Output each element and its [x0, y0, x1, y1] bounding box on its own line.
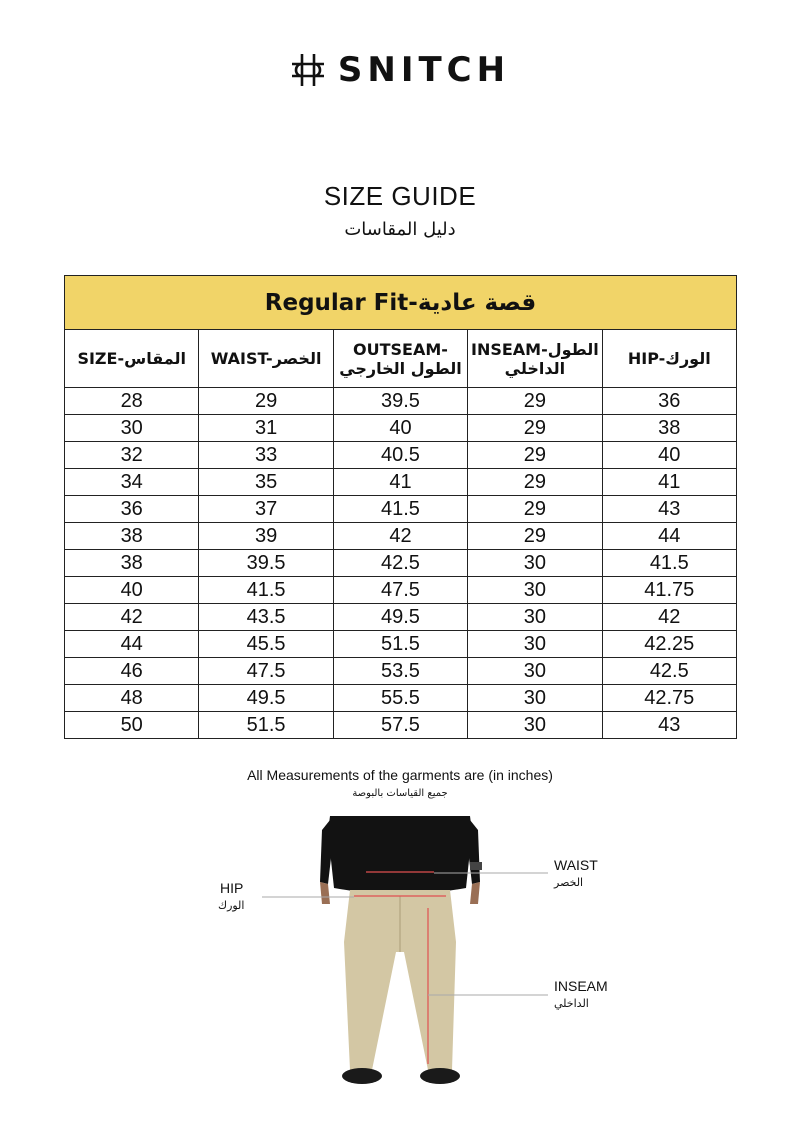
- table-cell: 30: [468, 685, 602, 712]
- table-cell: 40.5: [333, 442, 467, 469]
- column-header: OUTSEAM- الطول الخارجي: [333, 330, 467, 388]
- table-cell: 28: [65, 388, 199, 415]
- table-cell: 38: [65, 550, 199, 577]
- table-cell: 34: [65, 469, 199, 496]
- table-cell: 43: [602, 496, 736, 523]
- table-cell: 29: [199, 388, 333, 415]
- table-row: [65, 685, 737, 712]
- table-cell: 51.5: [199, 712, 333, 739]
- table-cell: 49.5: [333, 604, 467, 631]
- table-row: [65, 388, 737, 415]
- model-figure: [300, 812, 500, 1092]
- table-cell: 47.5: [333, 577, 467, 604]
- table-cell: 39.5: [199, 550, 333, 577]
- table-cell: 39.5: [333, 388, 467, 415]
- left-shoe: [342, 1068, 382, 1084]
- table-cell: 49.5: [199, 685, 333, 712]
- left-hand: [320, 882, 330, 904]
- table-cell: 38: [602, 415, 736, 442]
- table-row: [65, 631, 737, 658]
- table-cell: 42.5: [333, 550, 467, 577]
- table-cell: 41.5: [199, 577, 333, 604]
- table-cell: 37: [199, 496, 333, 523]
- waist-label: WAIST: [554, 857, 598, 873]
- table-cell: 29: [468, 523, 602, 550]
- table-cell: 30: [468, 712, 602, 739]
- table-cell: 42.25: [602, 631, 736, 658]
- table-cell: 53.5: [333, 658, 467, 685]
- table-cell: 42: [65, 604, 199, 631]
- table-row: [65, 550, 737, 577]
- table-row: [65, 577, 737, 604]
- table-cell: 40: [602, 442, 736, 469]
- table-cell: 30: [468, 631, 602, 658]
- table-cell: 42: [333, 523, 467, 550]
- table-cell: 30: [468, 658, 602, 685]
- right-hand: [470, 882, 480, 904]
- table-row: [65, 523, 737, 550]
- table-row: [65, 442, 737, 469]
- brand-logo-icon: [290, 52, 326, 88]
- table-row: [65, 496, 737, 523]
- table-cell: 44: [602, 523, 736, 550]
- table-row: [65, 658, 737, 685]
- table-cell: 40: [65, 577, 199, 604]
- table-cell: 33: [199, 442, 333, 469]
- right-shoe: [420, 1068, 460, 1084]
- column-header: INSEAM-الطول الداخلي: [468, 330, 602, 388]
- table-cell: 29: [468, 469, 602, 496]
- table-cell: 29: [468, 388, 602, 415]
- table-cell: 39: [199, 523, 333, 550]
- table-cell: 30: [468, 577, 602, 604]
- hip-label: HIP: [220, 880, 244, 896]
- table-row: [65, 604, 737, 631]
- column-header: WAIST-الخصر: [199, 330, 333, 388]
- table-cell: 42.75: [602, 685, 736, 712]
- table-cell: 41.75: [602, 577, 736, 604]
- measurement-note-arabic: جميع القياسات بالبوصة: [352, 788, 448, 799]
- table-banner: Regular Fit-قصة عادية: [65, 276, 737, 330]
- table-cell: 55.5: [333, 685, 467, 712]
- table-cell: 41: [333, 469, 467, 496]
- table-cell: 31: [199, 415, 333, 442]
- table-row: [65, 415, 737, 442]
- measurement-note: All Measurements of the garments are (in inches): [247, 767, 553, 783]
- size-table: [64, 275, 736, 739]
- table-cell: 42: [602, 604, 736, 631]
- table-cell: 35: [199, 469, 333, 496]
- table-cell: 48: [65, 685, 199, 712]
- table-cell: 30: [65, 415, 199, 442]
- table-cell: 41.5: [602, 550, 736, 577]
- hip-label-arabic: الورك: [218, 899, 245, 912]
- watch: [470, 862, 482, 870]
- column-header: SIZE-المقاس: [65, 330, 199, 388]
- table-cell: 43: [602, 712, 736, 739]
- table-cell: 30: [468, 550, 602, 577]
- table-cell: 46: [65, 658, 199, 685]
- table-cell: 41: [602, 469, 736, 496]
- table-cell: 51.5: [333, 631, 467, 658]
- shirt: [328, 816, 472, 894]
- table-cell: 44: [65, 631, 199, 658]
- table-cell: 41.5: [333, 496, 467, 523]
- table-cell: 29: [468, 496, 602, 523]
- table-cell: 47.5: [199, 658, 333, 685]
- brand-logo: [0, 50, 800, 90]
- page-title: SIZE GUIDE: [323, 181, 477, 211]
- table-cell: 32: [65, 442, 199, 469]
- page-title-arabic: دليل المقاسات: [344, 219, 456, 240]
- table-cell: 57.5: [333, 712, 467, 739]
- column-header: HIP-الورك: [602, 330, 736, 388]
- table-row: [65, 712, 737, 739]
- table-cell: 42.5: [602, 658, 736, 685]
- table-cell: 30: [468, 604, 602, 631]
- table-cell: 36: [65, 496, 199, 523]
- table-cell: 36: [602, 388, 736, 415]
- table-cell: 40: [333, 415, 467, 442]
- table-cell: 43.5: [199, 604, 333, 631]
- inseam-label: INSEAM: [554, 978, 608, 994]
- table-cell: 29: [468, 415, 602, 442]
- inseam-label-arabic: الداخلي: [554, 997, 589, 1010]
- table-row: [65, 469, 737, 496]
- brand-name: SNITCH: [337, 50, 511, 90]
- table-cell: 50: [65, 712, 199, 739]
- table-cell: 29: [468, 442, 602, 469]
- waist-label-arabic: الخصر: [554, 876, 584, 889]
- table-cell: 45.5: [199, 631, 333, 658]
- table-cell: 38: [65, 523, 199, 550]
